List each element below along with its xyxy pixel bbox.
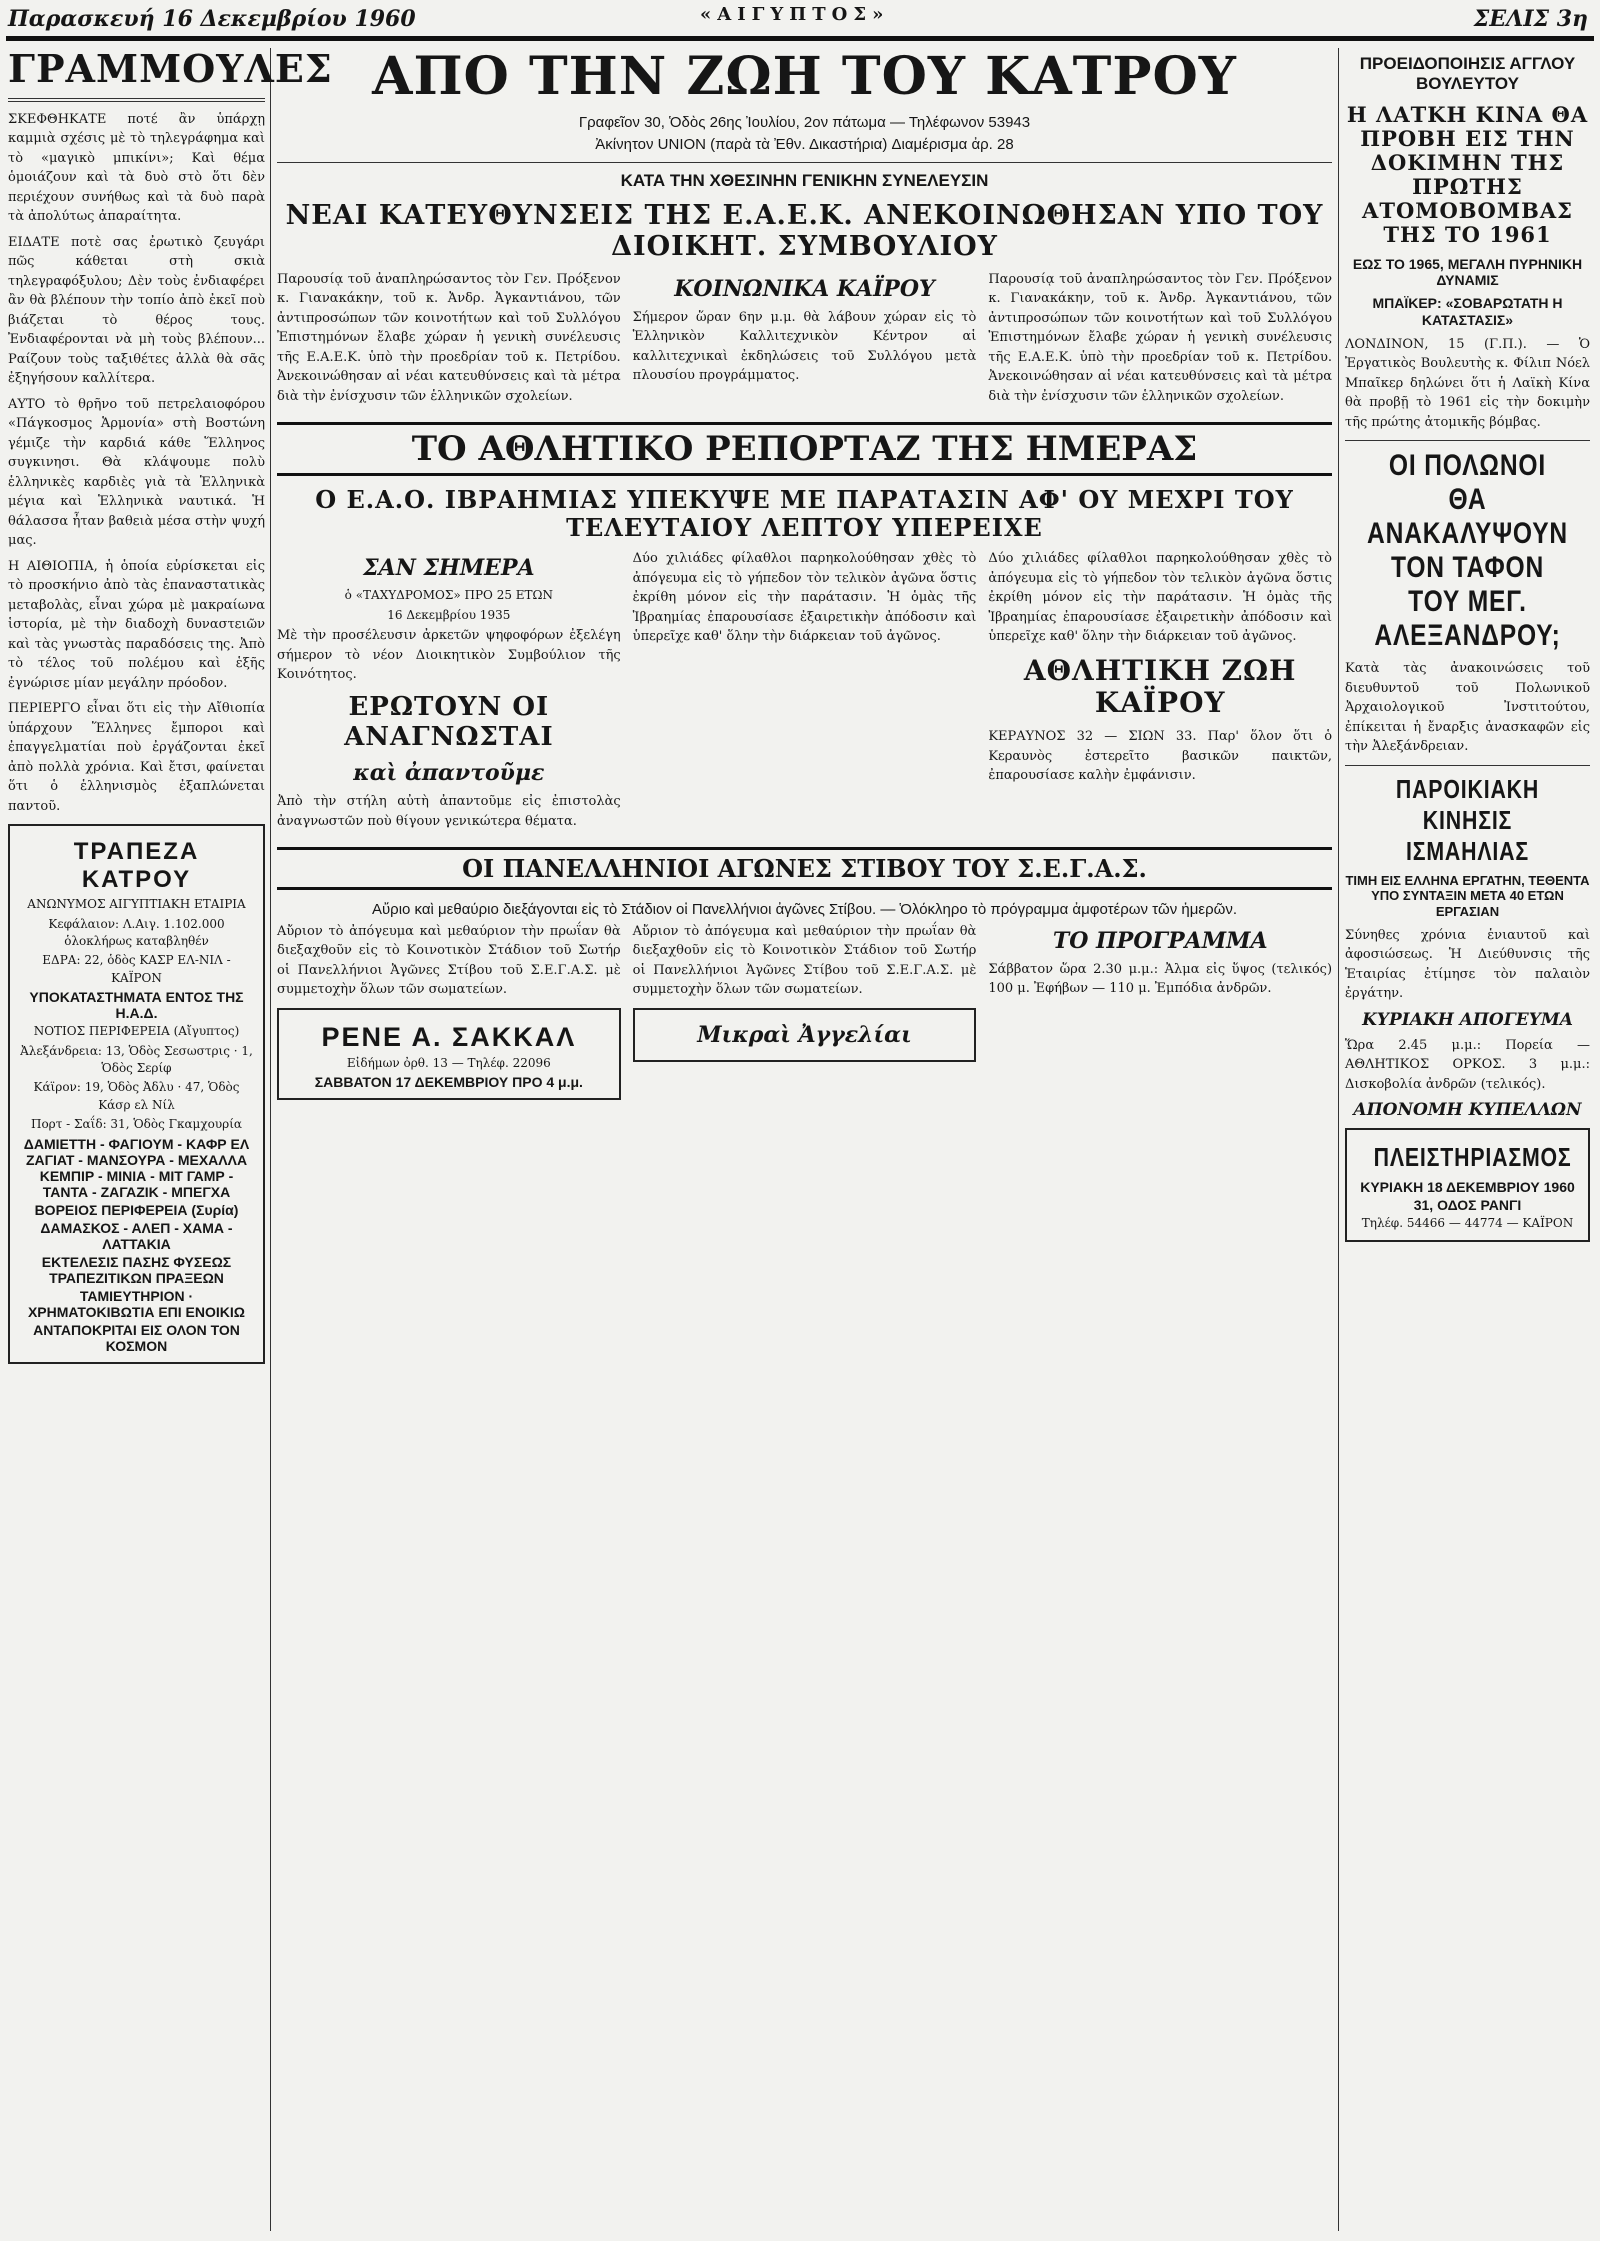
sakkal-advertisement — [277, 1008, 621, 1100]
kicker: ΚΑΤΑ ΤΗΝ ΧΘΕΣΙΝΗΝ ΓΕΝΙΚΗΝ ΣΥΝΕΛΕΥΣΙΝ — [620, 171, 989, 191]
schedule-body: Ὥρα 2.45 μ.μ.: Πορεία — ΑΘΛΗΤΙΚΟΣ ΟΡΚΟΣ. 3 μ.μ.: Δισκοβολία ἀνδρῶν (τελικός). — [1345, 1037, 1590, 1092]
sports-body: Δύο χιλιάδες φίλαθλοι παρηκολούθησαν χθὲς τὸ ἀπόγευμα εἰς τὸ γήπεδον τὸν τελικὸν ἀγῶνα ὅστις ἐκρίθη μόνον εἰς τὴν παράτασιν. Ἡ ὁμὰς τῆς Ἰβραημίας ἐπαρουσίασε ἐξαιρετικὴν ἀπόδοσιν καὶ ὑπερεῖχε καθ' ὅλην τὴν διάρκειαν τοῦ ἀγῶνος. — [988, 551, 1333, 645]
qa-subtitle: καὶ ἀπαντοῦμε — [353, 760, 545, 787]
center-column — [277, 48, 1332, 2231]
bank-line: ΔΑΜΑΣΚΟΣ - ΑΛΕΠ - ΧΑΜΑ - ΛΑΤΤΑΚΙΑ — [40, 1219, 233, 1252]
schedule-title: ΚΥΡΙΑΚΗ ΑΠΟΓΕΥΜΑ — [1362, 1009, 1573, 1030]
bank-line: Κεφάλαιον: Λ.Αιγ. 1.102.000 ὁλοκλήρως καταβληθέν — [48, 916, 225, 949]
games-body: Αὔριον τὸ ἀπόγευμα καὶ μεθαύριον τὴν πρωΐαν θὰ διεξαχθοῦν εἰς τὸ Κοινοτικὸν Στάδιον τοῦ Σωτήρ οἱ Πανελλήνιοι Ἀγῶνες Στίβου τοῦ Σ.Ε.Γ.Α.Σ. μὲ συμμετοχὴν ὅλων τῶν σωματείων. — [632, 923, 977, 998]
athletic-body: ΚΕΡΑΥΝΟΣ 32 — ΣΙΩΝ 33. Παρ' ὅλον ὅτι ὁ Κεραυνὸς ἐστερεῖτο βασικῶν παικτῶν, ἐπαρουσίασε καλὴν ἐμφάνισιν. — [988, 729, 1333, 784]
bank-line: ΝΟΤΙΟΣ ΠΕΡΙΦΕΡΕΙΑ (Αἴγυπτος) — [33, 1024, 240, 1039]
anniversary-source: ὁ «ΤΑΧΥΔΡΟΜΟΣ» ΠΡΟ 25 ΕΤΩΝ — [344, 588, 554, 603]
sports-body: Δύο χιλιάδες φίλαθλοι παρηκολούθησαν χθὲς τὸ ἀπόγευμα εἰς τὸ γήπεδον τὸν τελικὸν ἀγῶνα ὅστις ἐκρίθη μόνον εἰς τὴν παράτασιν. Ἡ ὁμὰς τῆς Ἰβραημίας ἐπαρουσίασε ἐξαιρετικὴν ἀπόδοσιν καὶ ὑπερεῖχε καθ' ὅλην τὴν διάρκειαν τοῦ ἀγῶνος. — [632, 551, 977, 645]
article-headline: ΟΙ ΠΟΛΩΝΟΙ ΘΑ ΑΝΑΚΑΛΥΨΟΥΝ ΤΟΝ ΤΑΦΟΝ ΤΟΥ ΜΕΓ. ΑΛΕΞΑΝΔΡΟΥ; — [1367, 449, 1569, 653]
paragraph: ΠΕΡΙΕΡΓΟ εἶναι ὅτι εἰς τὴν Αἴθιοπία ὑπάρχουν Ἕλληνες ἔμποροι καὶ ἐπαγγελματίαι ποὺ ἐργάζονται ἐκεῖ ἀπὸ πολλὰ χρόνια. Καὶ ἔτσι, φαίνεται ὅτι ὁ ἑλληνισμὸς ἐξαπλώνεται παντοῦ. — [8, 701, 265, 814]
article-body: Παρουσίᾳ τοῦ ἀναπληρώσαντος τὸν Γεν. Πρόξενον κ. Γιανακάκην, τοῦ κ. Ἀνδρ. Ἀγκαντιάνου, τῶν ἀντιπροσώπων τῶν κοινοτήτων καὶ τοῦ Συλλόγου Ἐπιστημόνων ἔλαβε χώραν ἡ γενικὴ συνέλευσις τῆς Ε.Α.Ε.Κ. ὑπὸ τὴν προεδρίαν τοῦ κ. Πετρίδου. Ἀνεκοινώθησαν αἱ νέαι κατευθύνσεις καὶ τὰ μέτρα διὰ τὴν ἐνίσχυσιν τῶν ἑλληνικῶν σχολείων. — [988, 271, 1333, 404]
divider — [8, 98, 265, 102]
games-columns — [277, 922, 1332, 1108]
bank-title: ΤΡΑΠΕΖΑ ΚΑΤΡΟΥ — [73, 838, 200, 894]
section-banner: ΑΠΟ ΤΗΝ ΖΩΗ ΤΟΥ ΚΑΤΡΟΥ — [372, 46, 1237, 107]
article-body: Παρουσίᾳ τοῦ ἀναπληρώσαντος τὸν Γεν. Πρόξενον κ. Γιανακάκην, τοῦ κ. Ἀνδρ. Ἀγκαντιάνου, τῶν ἀντιπροσώπων τῶν κοινοτήτων καὶ τοῦ Συλλόγου Ἐπιστημόνων ἔλαβε χώραν ἡ γενικὴ συνέλευσις τῆς Ε.Α.Ε.Κ. ὑπὸ τὴν προεδρίαν τοῦ κ. Πετρίδου. Ἀνεκοινώθησαν αἱ νέαι κατευθύνσεις καὶ τὰ μέτρα διὰ τὴν ἐνίσχυσιν τῶν ἑλληνικῶν σχολείων. — [277, 271, 621, 404]
program-body: Σάββατον ὥρα 2.30 μ.μ.: Ἀλμα εἰς ὕψος (τελικός) 100 μ. Ἐφήβων — 110 μ. Ἐμπόδια ἀνδρῶν. — [988, 961, 1333, 997]
divider — [1345, 765, 1590, 766]
divider — [1345, 440, 1590, 441]
article-body: Κατὰ τὰς ἀνακοινώσεις τοῦ διευθυντοῦ τοῦ Πολωνικοῦ Ἀρχαιολογικοῦ Ἰνστιτούτου, ἐπίκειται ἡ ἔναρξις ἀνασκαφῶν εἰς τὴν Ἀλεξάνδρειαν. — [1345, 661, 1590, 755]
bank-line: Κάϊρον: 19, Ὁδὸς Ἀδλυ · 47, Ὁδὸς Κάσρ ελ Νίλ — [33, 1080, 240, 1112]
games-body: Αὔριον τὸ ἀπόγευμα καὶ μεθαύριον τὴν πρωΐαν θὰ διεξαχθοῦν εἰς τὸ Κοινοτικὸν Στάδιον τοῦ Σωτήρ οἱ Πανελλήνιοι Ἀγῶνες Στίβου τοῦ Σ.Ε.Γ.Α.Σ. μὲ συμμετοχὴν ὅλων τῶν σωματείων. — [277, 923, 621, 998]
office-address: Γραφεῖον 30, Ὁδὸς 26ης Ἰουλίου, 2ον πάτωμα — Τηλέφωνον 53943 — [578, 114, 1031, 132]
anniversary-date: 16 Δεκεμβρίου 1935 — [387, 607, 511, 622]
page-number: ΣΕΛΙΣ 3η — [1473, 6, 1588, 32]
bank-line: ΔΑΜΙΕΤΤΗ - ΦΑΓΙΟΥΜ - ΚΑΦΡ ΕΛ ΖΑΓΙΑΤ - ΜΑΝΣΟΥΡΑ - ΜΕΧΑΛΛΑ ΚΕΜΠΙΡ - ΜΙΝΙΑ - ΜΙΤ ΓΑΜΡ - ΤΑΝΤΑ - ΖΑΓΑΖΙΚ - ΜΠΕΓΧΑ — [23, 1135, 250, 1200]
auction-address: 31, ΟΔΟΣ ΡΑΝΓΙ — [1413, 1197, 1522, 1214]
issue-date: Παρασκευή 16 Δεκεμβρίου 1960 — [8, 6, 416, 32]
bank-line: ΑΝΩΝΥΜΟΣ ΑΙΓΥΠΤΙΑΚΗ ΕΤΑΙΡΙΑ — [27, 897, 246, 912]
bank-line: Πορτ - Σαΐδ: 31, Ὁδὸς Γκαμχουρία — [30, 1117, 243, 1132]
auction-phone: Τηλέφ. 54466 — 44774 — ΚΑΪΡΟΝ — [1361, 1216, 1574, 1231]
social-body: Σήμερον ὥραν 6ην μ.μ. θὰ λάβουν χώραν εἰς τὸ Ἑλληνικὸν Καλλιτεχνικὸν Κέντρον αἱ καλλιτεχνικαὶ ἐκδηλώσεις τοῦ Συλλόγου μετὰ πλουσίου προγράμματος. — [632, 309, 977, 384]
bank-line: ΕΔΡΑ: 22, ὁδὸς ΚΑΣΡ ΕΛ-ΝΙΛ - ΚΑΪΡΟΝ — [42, 953, 231, 985]
column-rule — [1338, 48, 1339, 2231]
auction-advertisement — [1345, 1128, 1590, 1242]
column-headline: ΓΡΑΜΜΟΥΛΕΣ — [8, 46, 333, 91]
article-subhead: ΜΠΑΪΚΕΡ: «ΣΟΒΑΡΩΤΑΤΗ Η ΚΑΤΑΣΤΑΣΙΣ» — [1372, 295, 1563, 329]
athletic-life-headline: ΑΘΛΗΤΙΚΗ ΖΩΗ ΚΑΪΡΟΥ — [1023, 653, 1297, 720]
games-subtitle: Αὔριο καὶ μεθαύριο διεξάγονται εἰς τὸ Στάδιον οἱ Πανελλήνιοι ἀγῶνες Στίβου. — Ὁλόκληρο τὸ πρόγραμμα ἀμφοτέρων τῶν ἡμερῶν. — [371, 901, 1238, 919]
paragraph: Η ΑΙΘΙΟΠΙΑ, ἡ ὁποία εὑρίσκεται εἰς τὸ προσκήνιο ἀπὸ τὰς ἐπαναστατικὰς μεταβολὰς, εἶναι χώρα μὲ μακραίωνα ἱστορία, μὲ τὴν διαδοχὴ δυναστειῶν καὶ τὰς γνωστὰς παραδόσεις της. Ἀπὸ τὸ τέλος τοῦ πολέμου καὶ ἑξῆς ἐγνώρισε μίαν μεγάλην πρόοδον. — [8, 558, 265, 691]
bank-line: ΒΟΡΕΙΟΣ ΠΕΡΙΦΕΡΕΙΑ (Συρία) — [34, 1201, 239, 1218]
bank-line: ΤΑΜΙΕΥΤΗΡΙΟΝ · ΧΡΗΜΑΤΟΚΙΒΩΤΙΑ ΕΠΙ ΕΝΟΙΚΙΩ — [27, 1287, 246, 1320]
column-rule — [270, 48, 271, 2231]
article-subhead: ΤΙΜΗ ΕΙΣ ΕΛΛΗΝΑ ΕΡΓΑΤΗΝ, ΤΕΘΕΝΤΑ ΥΠΟ ΣΥΝΤΑΞΙΝ ΜΕΤΑ 40 ΕΤΩΝ ΕΡΓΑΣΙΑΝ — [1345, 872, 1590, 919]
article-body: Σύνηθες χρόνια ἑνιαυτοῦ καὶ ἀφοσιώσεως. Ἡ Διεύθυνσις τῆς Ἑταιρίας ἐτίμησε τὸν παλαιὸν ἐργάτην. — [1345, 927, 1590, 1002]
social-title: ΚΟΙΝΩΝΙΚΑ ΚΑΪΡΟΥ — [674, 275, 935, 302]
bank-advertisement — [8, 824, 265, 1363]
paragraph: ΣΚΕΦΘΗΚΑΤΕ ποτέ ἂν ὑπάρχῃ καμμιὰ σχέσις μὲ τὸ τηλεγράφημα καὶ τὸ «μαγικὸ μπικίνι»; Καὶ θέμα ὁμοιάζουν καὶ τὰ δυὸ στὸ ὅτι δὲν περιέχουν συνήθως καὶ τὰ δυὸ παρὰ τὰ ἀπολύτως ἀπαραίτητα. — [8, 111, 265, 225]
bank-line: ΕΚΤΕΛΕΣΙΣ ΠΑΣΗΣ ΦΥΣΕΩΣ ΤΡΑΠΕΖΙΤΙΚΩΝ ΠΡΑΞΕΩΝ — [41, 1253, 232, 1286]
article-body: ΛΟΝΔΙΝΟΝ, 15 (Γ.Π.). — Ὁ Ἐργατικὸς Βουλευτὴς κ. Φίλιπ Νόελ Μπαῖκερ δηλώνει ὅτι ἡ Λαϊκὴ Κίνα θὰ προβῇ τὸ 1961 εἰς τὴν δοκιμὴν τῆς πρώτης ἀτομικῆς βόμβας. — [1345, 336, 1590, 430]
program-title: ΤΟ ΠΡΟΓΡΑΜΜΑ — [1052, 927, 1268, 954]
header-rule — [6, 36, 1594, 41]
classifieds-box — [633, 1008, 977, 1062]
auction-title: ΠΛΕΙΣΤΗΡΙΑΣΜΟΣ — [1373, 1142, 1572, 1173]
article-subhead: ΕΩΣ ΤΟ 1965, ΜΕΓΑΛΗ ΠΥΡΗΝΙΚΗ ΔΥΝΑΜΙΣ — [1352, 255, 1583, 289]
sports-columns — [277, 549, 1332, 837]
anniversary-body: Μὲ τὴν προσέλευσιν ἀρκετῶν ψηφοφόρων ἐξελέγη σήμερον τὸ νέον Διοικητικὸν Συμβούλιον τῆς Κοινότητος. — [277, 628, 621, 683]
paragraph: ΕΙΔΑΤΕ ποτὲ σας ἐρωτικὸ ζευγάρι πῶς κάθεται στὴ σκιὰ τηλεγραφόξυλου; Δὲν τοὺς ἐνδιαφέρει ἂν θὰ βλέπουν τὴν τοπίο ἀπὸ ἐκεῖ ποὺ βιάζεται τὸ θέρος τους. Ἐνδιαφέρονται νὰ μὴ τοὺς βλέπουν... Ραίζουν τοὺς ταξιθέτες ἀλλὰ θὰ σᾶς ἐξηγήσουν καλλίτερα. — [8, 234, 265, 387]
qa-body: Ἀπὸ τὴν στήλη αὐτὴ ἀπαντοῦμε εἰς ἐπιστολὰς ἀναγνωστῶν ποὺ θίγουν γενικώτερα θέματα. — [277, 794, 621, 829]
sports-headline: Ο Ε.Α.Ο. ΙΒΡΑΗΜΙΑΣ ΥΠΕΚΥΨΕ ΜΕ ΠΑΡΑΤΑΣΙΝ ΑΦ' ΟΥ ΜΕΧΡΙ ΤΟΥ ΤΕΛΕΥΤΑΙΟΥ ΛΕΠΤΟΥ ΥΠΕΡΕΙΧΕ — [315, 485, 1294, 542]
games-banner: ΟΙ ΠΑΝΕΛΛΗΝΙΟΙ ΑΓΩΝΕΣ ΣΤΙΒΟΥ ΤΟΥ Σ.Ε.Γ.Α.Σ. — [277, 847, 1332, 890]
auction-date: ΚΥΡΙΑΚΗ 18 ΔΕΚΕΜΒΡΙΟΥ 1960 — [1360, 1179, 1575, 1196]
divider — [277, 162, 1332, 163]
bank-line: Ἀλεξάνδρεια: 13, Ὁδὸς Σεσωστρις · 1, Ὁδὸς Σερίφ — [20, 1043, 253, 1076]
article-headline: ΠΑΡΟΙΚΙΑΚΗ ΚΙΝΗΣΙΣ ΙΣΜΑΗΛΙΑΣ — [1395, 773, 1540, 866]
cup-title: ΑΠΟΝΟΜΗ ΚΥΠΕΛΛΩΝ — [1353, 1100, 1582, 1121]
article-headline: ΝΕΑΙ ΚΑΤΕΥΘΥΝΣΕΙΣ ΤΗΣ Ε.Α.Ε.Κ. ΑΝΕΚΟΙΝΩΘΗΣΑΝ ΥΠΟ ΤΟΥ ΔΙΟΙΚΗΤ. ΣΥΜΒΟΥΛΙΟΥ — [285, 199, 1324, 262]
masthead: «ΑΙΓΥΠΤΟΣ» — [700, 4, 890, 25]
paragraph: ΑΥΤΟ τὸ θρῆνο τοῦ πετρελαιοφόρου «Πάγκοσμος Ἁρμονία» στὴ Βοστώνη γέμιζε τὴν καρδιά κάθε Ἕλληνος συγκινησι. Θὰ κλάψουμε πολὺ ἑλληνικὲς καρδιὲς γιὰ τὰ Ἑλληνικὰ μέγια καὶ Ἑλληνικὰ ναυτικά. Ἡ θάλασσα ἦταν βαθειὰ μέσα στὴν ψυχή μας. — [8, 396, 265, 549]
classifieds-title: Μικραὶ Ἀγγελίαι — [697, 1021, 912, 1048]
qa-headline: ΕΡΩΤΟΥΝ ΟΙ ΑΝΑΓΝΩΣΤΑΙ — [344, 691, 554, 752]
bank-line: ΥΠΟΚΑΤΑΣΤΗΜΑΤΑ ΕΝΤΟΣ ΤΗΣ Η.Α.Δ. — [29, 989, 244, 1022]
ad-name: ΡΕΝΕ Α. ΣΑΚΚΑΛ — [321, 1021, 577, 1052]
office-address: Ἀκίνητον UNION (παρὰ τὰ Ἐθν. Δικαστήρια) Διαμέρισμα ἀρ. 28 — [595, 135, 1014, 153]
right-column — [1345, 48, 1590, 2231]
ad-subtitle: Εἰδήμων ὀρθ. 13 — Τηλέφ. 22096 — [346, 1055, 551, 1070]
article-headline: Η ΛΑΤΚΗ ΚΙΝΑ ΘΑ ΠΡΟΒΗ ΕΙΣ ΤΗΝ ΔΟΚΙΜΗΝ ΤΗΣ ΠΡΩΤΗΣ ΑΤΟΜΟΒΟΜΒΑΣ ΤΗΣ ΤΟ 1961 — [1346, 101, 1589, 248]
anniversary-title: ΣΑΝ ΣΗΜΕΡΑ — [363, 555, 535, 582]
kicker: ΠΡΟΕΙΔΟΠΟΙΗΣΙΣ ΑΓΓΛΟΥ ΒΟΥΛΕΥΤΟΥ — [1359, 54, 1576, 94]
sports-banner: ΤΟ ΑΘΛΗΤΙΚΟ ΡΕΠΟΡΤΑΖ ΤΗΣ ΗΜΕΡΑΣ — [277, 422, 1332, 476]
ad-date: ΣΑΒΒΑΤΟΝ 17 ΔΕΚΕΜΒΡΙΟΥ ΠΡΟ 4 μ.μ. — [314, 1074, 583, 1091]
article-columns — [277, 270, 1332, 413]
left-column — [8, 46, 333, 2231]
bank-line: ΑΝΤΑΠΟΚΡΙΤΑΙ ΕΙΣ ΟΛΟΝ ΤΟΝ ΚΟΣΜΟΝ — [33, 1321, 240, 1354]
